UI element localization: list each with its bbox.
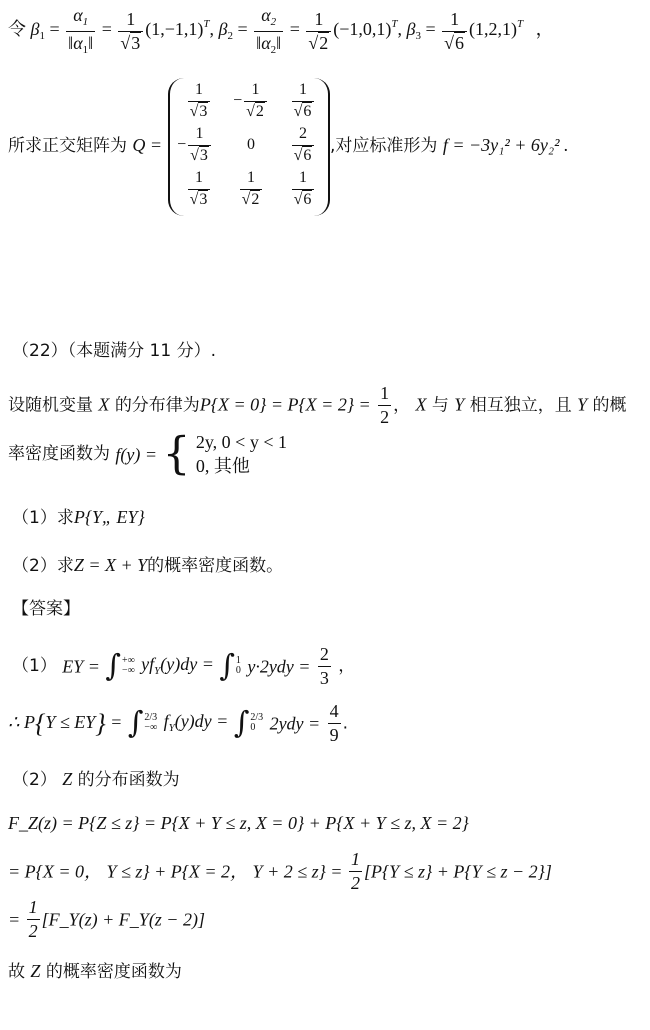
density-case-1: 2y, 0 < y < 1 (195, 432, 287, 452)
text-segment: 的分布律为 (114, 395, 200, 416)
text-segment: （1） (12, 655, 57, 676)
question-2 (12, 556, 283, 575)
beta3-coef-den: 6 (455, 32, 465, 53)
answer-heading: 【答案】 (12, 599, 80, 619)
fz-line-2: = P{X = 0， Y ≤ z} + P{X = 2， Y + 2 ≤ z} = $\frac{1}{2}$ [P{Y ≤ z} + P{Y ≤ z − 2}] (8, 849, 552, 893)
text-segment: 的分布函数为 (77, 770, 180, 790)
text-segment: 的概率密度函数。 (147, 556, 284, 576)
prefix: 令 (8, 19, 26, 41)
answer-1: （1） EY = ∫ +∞ −∞ $yf_Y(y)dy$ = ∫ 1 0 y·2ydy = $\frac{2}{3}$ ， (12, 644, 356, 688)
matrix-cell: − $\frac{1}{√2}$ (228, 82, 274, 121)
distribution-expr: P{X = 0} = P{X = 2} = (199, 394, 371, 415)
text-segment: 相互独立，且 (469, 395, 572, 416)
beta1-coef-num: 1 (126, 8, 136, 29)
beta1-coef-den: 3 (131, 32, 141, 53)
transpose-mark: T (517, 18, 524, 31)
a1-result-num: 2 (319, 644, 329, 664)
transpose-mark: T (203, 18, 210, 31)
fz2-left: = P{X = 0， Y ≤ z} + P{X = 2， Y + 2 ≤ z} = (8, 861, 343, 882)
matrix-cell: 0 (247, 136, 255, 153)
q-label: Q = (132, 135, 163, 155)
q1-expr: P{Y„ EY} (73, 507, 145, 527)
a1-result-den: 3 (319, 667, 329, 688)
fz-line-1: F_Z(z) = P{Z ≤ z} = P{X + Y ≤ z, X = 0} + P{X + Y ≤ z, X = 2} (8, 813, 469, 833)
q2-expr: Z = X + Y (73, 555, 148, 575)
fz-line-3: = $\frac{1}{2}$ [F_Y(z) + F_Y(z − 2)] (8, 897, 205, 941)
text-segment: 设随机变量 (8, 395, 93, 416)
text-segment: （2）求 (12, 556, 74, 576)
problem-heading: （22）（本题满分 11 分）. (12, 341, 216, 361)
standard-form-label: ,对应标准形为 (330, 136, 438, 156)
question-1 (12, 508, 145, 527)
answer-2: ∴ P{Y ≤ EY} = ∫ 2/3 −∞ $f_Y(y)dy$ = ∫ 2/3 0 2ydy = $\frac{4}{9}$ . (8, 701, 348, 745)
answer-3: （2） Z 的分布函数为 (12, 769, 180, 790)
text-segment: 故 (8, 962, 25, 982)
beta2-coef-den: 2 (319, 32, 329, 53)
matrix-label (8, 136, 162, 155)
line-tail: ， (535, 19, 554, 40)
beta3-coef-num: 1 (450, 8, 460, 29)
problem-line-2: 率密度函数为 f(y) = { 2y, 0 < y < 1 0, 其他 (8, 428, 287, 480)
standard-form (330, 136, 569, 155)
text-segment: （1）求 (12, 508, 74, 528)
text-segment: 率密度函数为 (8, 443, 110, 464)
text-segment: ， (338, 655, 356, 676)
standard-form-expr: f = −3y₁² + 6y₂² . (442, 135, 569, 155)
beta2-vector: (−1,0,1) (333, 19, 392, 40)
text-segment: 与 (431, 395, 449, 416)
text-segment: 的概 (592, 395, 627, 416)
matrix-cell: − $\frac{1}{√3}$ (172, 126, 218, 165)
matrix-cell: $\frac{2}{√6}$ (280, 126, 326, 165)
matrix-cell: $\frac{1}{√3}$ (176, 170, 222, 209)
frac-num: 1 (380, 383, 390, 403)
matrix-cell: $\frac{1}{√6}$ (280, 82, 326, 121)
text-segment: （2） (12, 770, 57, 790)
text-segment: 的概率密度函数为 (45, 962, 182, 982)
fz3-expr: [F_Y(z) + F_Y(z − 2)] (41, 909, 205, 930)
density-case-2: 0, 其他 (195, 456, 250, 477)
final-line: 故 Z 的概率密度函数为 (8, 961, 182, 982)
orthogonal-matrix (168, 78, 330, 216)
matrix-cell: $\frac{1}{√2}$ (228, 170, 274, 209)
density-function-label: f(y) = (115, 444, 158, 465)
matrix-cell: $\frac{1}{√3}$ (176, 82, 222, 121)
matrix-label-text: 所求正交矩阵为 (8, 136, 127, 156)
fz2-right: [P{Y ≤ z} + P{Y ≤ z − 2}] (363, 861, 552, 882)
beta2-coef-num: 1 (314, 8, 324, 29)
frac-den: 2 (380, 406, 390, 427)
a2-result-den: 9 (329, 724, 339, 745)
text-segment: ， (393, 395, 411, 416)
beta-definitions: 令 $\beta_1$ = $\frac{\alpha_1}{‖\alpha_1‖}$ = $\frac{1}{√3}$ $(1,-1,1)^T$, $\beta_2$ = $\frac{\alpha_2}{‖\alpha_2‖}$ = $\frac{1}{√2}$ $(-1,0,1)^T$, $\beta_3$ = $\frac{1}{√6}$ $(1,2,1)^T$ ， (8, 5, 554, 56)
matrix-cell: $\frac{1}{√6}$ (280, 170, 326, 209)
beta3-vector: (1,2,1) (469, 19, 518, 40)
a2-result-num: 4 (329, 701, 339, 721)
transpose-mark: T (391, 18, 398, 31)
problem-line-1: 设随机变量 X 的分布律为P{X = 0} = P{X = 2} = $\frac{1}{2}$ ， X 与 Y 相互独立，且 Y 的概 (8, 383, 627, 427)
beta1-vector: (1,−1,1) (145, 19, 204, 40)
